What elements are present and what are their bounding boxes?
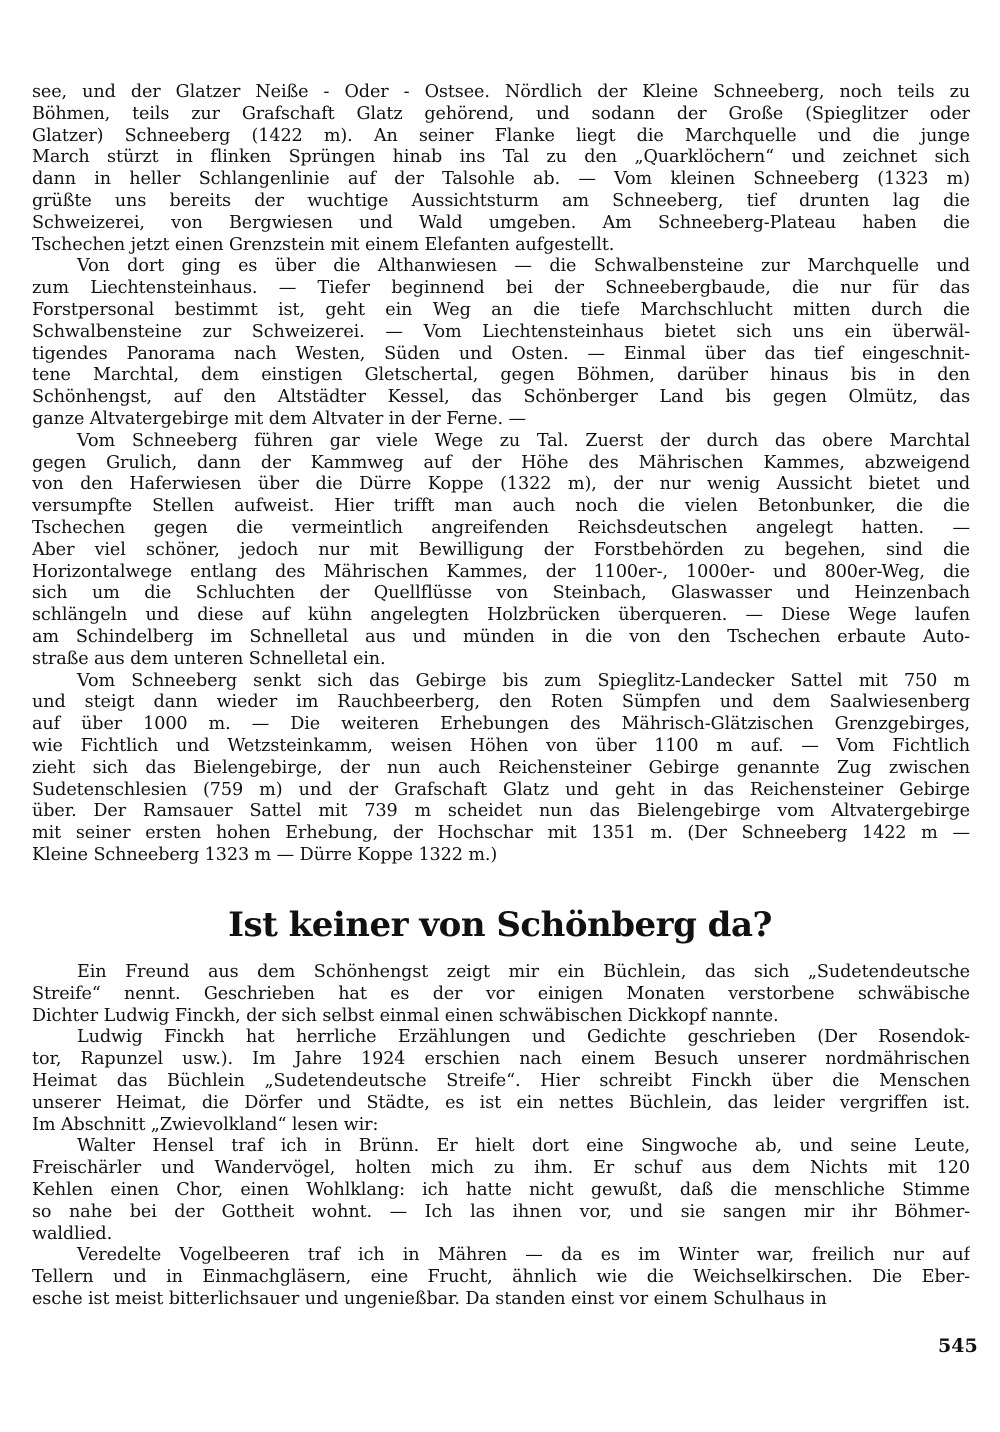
paragraph [32,1245,970,1310]
text-line: auf über 1000 m. — Die weiteren Erhebungen des Mährisch-Glätzischen Grenzgebirges, [32,714,970,735]
text-line: grüßte uns bereits der wuchtige Aussichtsturm am Schneeberg, tief drunten lag die [32,190,970,211]
text-line: von den Haferwiesen über die Dürre Koppe (1322 m), der nur wenig Aussicht bietet und [32,474,970,495]
paragraph [32,256,970,430]
paragraph [32,82,970,256]
text-line: Walter Hensel traf ich in Brünn. Er hielt dort eine Singwoche ab, und seine Leute, [77,1136,970,1157]
text-line: tene Marchtal, dem einstigen Gletschertal, gegen Böhmen, darüber hinaus bis in den [32,365,970,386]
text-line: Schwalbensteine zur Schweizerei. — Vom Liechtensteinhaus bietet sich uns ein überwäl- [32,321,970,342]
text-line: und steigt dann wieder im Rauchbeerberg, den Roten Sümpfen und dem Saalwiesenberg [32,692,970,713]
text-line: Kleine Schneeberg 1323 m — Dürre Koppe 1322 m.) [32,844,498,865]
text-line: zum Liechtensteinhaus. — Tiefer beginnend bei der Schneebergbaude, die nur für das [32,278,970,299]
text-line: schlängeln und diese auf kühn angelegten Holzbrücken überqueren. — Diese Wege laufen [32,605,970,626]
text-line: Heimat das Büchlein „Sudetendeutsche Streife“. Hier schreibt Finckh über die Menschen [32,1070,970,1091]
text-line: Vom Schneeberg führen gar viele Wege zu Tal. Zuerst der durch das obere Marchtal [77,430,970,451]
text-line: Von dort ging es über die Althanwiesen — die Schwalbensteine zur Marchquelle und [77,256,970,277]
text-line: Tschechen jetzt einen Grenzstein mit einem Elefanten aufgestellt. [32,234,615,255]
text-line: Kehlen einen Chor, einen Wohlklang: ich hatte nicht gewußt, daß die menschliche Stimme [32,1179,970,1200]
section2-text [32,962,970,1311]
text-line: unserer Heimat, die Dörfer und Städte, es ist ein nettes Büchlein, das leider vergriffen ist. [32,1092,970,1113]
text-line: gegen Grulich, dann der Kammweg auf der Höhe des Mährischen Kammes, abzweigend [32,452,970,473]
text-line: Vom Schneeberg senkt sich das Gebirge bis zum Spieglitz-Landecker Sattel mit 750 m [77,670,970,691]
text-line: Tschechen gegen die vermeintlich angreifenden Reichsdeutschen angelegt hatten. — [32,517,970,538]
text-line: Schönhengst, auf den Altstädter Kessel, das Schönberger Land bis gegen Olmütz, das [32,387,970,408]
text-line: am Schindelberg im Schnelletal aus und münden in die von den Tschechen erbaute Auto- [32,626,970,647]
text-line: Freischärler und Wandervögel, holten mich zu ihm. Er schuf aus dem Nichts mit 120 [32,1158,970,1179]
paragraph [32,671,970,867]
paragraph [32,1136,970,1245]
text-line: Aber viel schöner, jedoch nur mit Bewilligung der Forstbehörden zu begehen, sind die [32,539,970,560]
text-line: tigendes Panorama nach Westen, Süden und Osten. — Einmal über das tief eingeschnit- [32,343,970,364]
text-line: waldlied. [32,1223,113,1244]
text-line: see, und der Glatzer Neiße - Oder - Ostsee. Nördlich der Kleine Schneeberg, noch teils zu [32,82,970,102]
section1-text [32,82,970,867]
text-line: Böhmen, teils zur Grafschaft Glatz gehörend, und sodann der Große (Spieglitzer oder [32,103,970,124]
text-line: straße aus dem unteren Schnelletal ein. [32,648,386,669]
paragraph [32,1027,970,1136]
text-line: March stürzt in flinken Sprüngen hinab ins Tal zu den „Quarklöchern“ und zeichnet sich [32,147,970,168]
paragraph [32,431,970,671]
text-line: Dichter Ludwig Finckh, der sich selbst einmal einen schwäbischen Dickkopf nannte. [32,1005,779,1026]
text-line: Ein Freund aus dem Schönhengst zeigt mir ein Büchlein, das sich „Sudetendeutsche [77,962,970,982]
text-line: versumpfte Stellen aufweist. Hier trifft man auch noch die vielen Betonbunker, die die [32,496,970,517]
text-line: esche ist meist bitterlichsauer und ungenießbar. Da standen einst vor einem Schulhaus in [32,1288,827,1309]
text-line: Schweizerei, von Bergwiesen und Wald umgeben. Am Schneeberg-Plateau haben die [32,212,970,233]
text-line: Glatzer) Schneeberg (1422 m). An seiner Flanke liegt die Marchquelle und die junge [32,125,970,146]
text-line: Tellern und in Einmachgläsern, eine Frucht, ähnlich wie die Weichselkirschen. Die Eber- [32,1267,970,1288]
text-line: sich um die Schluchten der Quellflüsse von Steinbach, Glaswasser und Heinzenbach [32,583,970,604]
paragraph [32,962,970,1027]
text-line: über. Der Ramsauer Sattel mit 739 m scheidet nun das Bielengebirge vom Altvatergebirge [32,801,970,822]
text-line: zieht sich das Bielengebirge, der nun auch Reichensteiner Gebirge genannte Zug zwischen [32,757,970,778]
text-line: Streife“ nennt. Geschrieben hat es der vor einigen Monaten verstorbene schwäbische [32,983,970,1004]
text-line: mit seiner ersten hohen Erhebung, der Hochschar mit 1351 m. (Der Schneeberg 1422 m — [32,823,970,844]
text-line: Forstpersonal bestimmt ist, geht ein Weg an die tiefe Marchschlucht mitten durch die [32,299,970,320]
text-line: tor, Rapunzel usw.). Im Jahre 1924 erschien nach einem Besuch unserer nordmährischen [32,1049,970,1070]
text-line: Ludwig Finckh hat herrliche Erzählungen und Gedichte geschrieben (Der Rosendok- [77,1027,970,1048]
article-heading: Ist keiner von Schönberg da? [228,905,772,945]
text-line: Sudetenschlesien (759 m) und der Grafschaft Glatz und geht in das Reichensteiner Gebirge [32,779,970,800]
text-line: Im Abschnitt „Zwievolkland“ lesen wir: [32,1114,379,1135]
text-line: dann in heller Schlangenlinie auf der Talsohle ab. — Vom kleinen Schneeberg (1323 m) [32,169,970,190]
text-line: wie Fichtlich und Wetzsteinkamm, weisen Höhen von über 1100 m auf. — Vom Fichtlich [32,735,970,756]
text-line: Veredelte Vogelbeeren traf ich in Mähren — da es im Winter war, freilich nur auf [77,1245,970,1266]
page-number: 545 [938,1335,978,1357]
text-line: so nahe bei der Gottheit wohnt. — Ich las ihnen vor, und sie sangen mir ihr Böhmer- [32,1201,970,1222]
text-line: ganze Altvatergebirge mit dem Altvater in der Ferne. — [32,408,526,429]
text-line: Horizontalwege entlang des Mährischen Kammes, der 1100er-, 1000er- und 800er-Weg, die [32,561,970,582]
